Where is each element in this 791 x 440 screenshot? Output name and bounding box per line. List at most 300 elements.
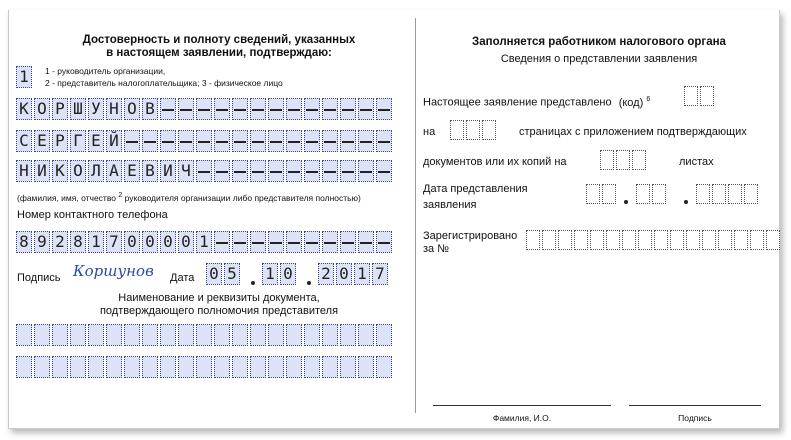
- cell-character: 8: [73, 232, 83, 251]
- input-cell[interactable]: [87, 356, 105, 378]
- input-cell[interactable]: [195, 98, 213, 120]
- cell-character: Е: [37, 131, 47, 150]
- cell-character: Й: [109, 131, 119, 150]
- input-cell[interactable]: [33, 356, 51, 378]
- cell-character: 0: [145, 232, 155, 251]
- fio-note-start: (фамилия, имя, отчество: [17, 192, 116, 203]
- cell-character: 9: [37, 232, 47, 251]
- input-cell[interactable]: [177, 324, 195, 346]
- input-cell[interactable]: [195, 160, 213, 182]
- code-text: (код): [618, 96, 644, 109]
- input-cell[interactable]: [743, 184, 759, 204]
- phone-cells[interactable]: [15, 231, 393, 253]
- input-cell[interactable]: [541, 230, 557, 250]
- input-cell[interactable]: [123, 356, 141, 378]
- input-cell[interactable]: [159, 231, 177, 253]
- empty-cell-dash: [306, 171, 318, 173]
- empty-cell-dash: [180, 141, 192, 143]
- input-cell[interactable]: [195, 130, 213, 152]
- input-cell[interactable]: [339, 324, 357, 346]
- submitted-text: Настоящее заявление представлено: [423, 96, 612, 109]
- input-cell[interactable]: [279, 263, 297, 285]
- cell-character: И: [163, 161, 173, 180]
- input-cell[interactable]: [339, 231, 357, 253]
- input-cell[interactable]: [695, 184, 711, 204]
- empty-cell-dash: [270, 171, 282, 173]
- input-cell[interactable]: [261, 263, 279, 285]
- input-cell[interactable]: [637, 230, 653, 250]
- input-cell[interactable]: [15, 231, 33, 253]
- input-cell[interactable]: [177, 356, 195, 378]
- submission-info-subheader: Сведения о представлении заявления: [500, 53, 698, 65]
- input-cell[interactable]: [573, 230, 589, 250]
- cell-character: Е: [91, 131, 101, 150]
- empty-cell-dash: [288, 242, 300, 244]
- footer-name-label: Фамилия, И.О.: [492, 413, 552, 423]
- input-cell[interactable]: [669, 230, 685, 250]
- empty-cell-dash: [234, 242, 246, 244]
- input-cell[interactable]: [15, 130, 33, 152]
- footer-signature-label: Подпись: [678, 413, 712, 423]
- cell-character: К: [19, 99, 29, 118]
- input-cell[interactable]: [317, 263, 335, 285]
- empty-cell-dash: [288, 171, 300, 173]
- input-cell[interactable]: [213, 356, 231, 378]
- document-cells-row2[interactable]: [15, 356, 393, 378]
- input-cell[interactable]: [339, 98, 357, 120]
- sheets-count-cells[interactable]: [599, 150, 647, 170]
- input-cell[interactable]: [195, 231, 213, 253]
- input-cell[interactable]: [285, 231, 303, 253]
- input-cell[interactable]: [701, 230, 717, 250]
- input-cell[interactable]: [267, 231, 285, 253]
- cell-character: 2: [55, 232, 65, 251]
- input-cell[interactable]: [685, 230, 701, 250]
- input-cell[interactable]: [159, 130, 177, 152]
- empty-cell-dash: [288, 109, 300, 111]
- input-cell[interactable]: [321, 98, 339, 120]
- input-cell[interactable]: [249, 130, 267, 152]
- input-cell[interactable]: [69, 356, 87, 378]
- cell-character: 0: [209, 264, 219, 283]
- input-cell[interactable]: [321, 130, 339, 152]
- cell-character: В: [145, 161, 155, 180]
- input-cell[interactable]: [375, 231, 393, 253]
- confirmation-header-line2: в настоящем заявлении, подтверждаю:: [106, 47, 332, 59]
- input-cell[interactable]: [303, 231, 321, 253]
- input-cell[interactable]: [105, 130, 123, 152]
- input-cell[interactable]: [631, 150, 647, 170]
- date-separator-dot: [307, 281, 311, 285]
- empty-cell-dash: [270, 109, 282, 111]
- input-cell[interactable]: [249, 324, 267, 346]
- input-cell[interactable]: [33, 130, 51, 152]
- input-cell[interactable]: [177, 231, 195, 253]
- input-cell[interactable]: [635, 184, 651, 204]
- cell-character: Н: [19, 161, 29, 180]
- empty-cell-dash: [234, 109, 246, 111]
- date-year-cells[interactable]: [317, 263, 389, 285]
- input-cell[interactable]: [195, 324, 213, 346]
- input-cell[interactable]: [285, 160, 303, 182]
- input-cell[interactable]: [177, 98, 195, 120]
- input-cell[interactable]: [605, 230, 621, 250]
- input-cell[interactable]: [357, 231, 375, 253]
- input-cell[interactable]: [267, 356, 285, 378]
- submission-code-cells[interactable]: [683, 86, 715, 106]
- signature-label: Подпись: [17, 272, 61, 284]
- input-cell[interactable]: [231, 160, 249, 182]
- input-cell[interactable]: [711, 184, 727, 204]
- input-cell[interactable]: [285, 356, 303, 378]
- empty-cell-dash: [324, 171, 336, 173]
- empty-cell-dash: [324, 109, 336, 111]
- input-cell[interactable]: [141, 356, 159, 378]
- cell-character: 2: [321, 264, 331, 283]
- input-cell[interactable]: [15, 324, 33, 346]
- document-label-line1: Наименование и реквизиты документа,: [118, 292, 320, 304]
- empty-cell-dash: [378, 141, 390, 143]
- input-cell[interactable]: [653, 230, 669, 250]
- empty-cell-dash: [216, 171, 228, 173]
- input-cell[interactable]: [51, 160, 69, 182]
- input-cell[interactable]: [599, 150, 615, 170]
- input-cell[interactable]: [303, 98, 321, 120]
- name-signature-line: [433, 405, 611, 406]
- empty-cell-dash: [360, 171, 372, 173]
- cell-character: И: [37, 161, 47, 180]
- registered-label-line1: Зарегистрировано: [423, 230, 518, 242]
- cell-character: 1: [265, 264, 275, 283]
- column-divider: [415, 18, 416, 413]
- date-month-cells[interactable]: [261, 263, 297, 285]
- input-cell[interactable]: [249, 231, 267, 253]
- input-cell[interactable]: [335, 263, 353, 285]
- input-cell[interactable]: [141, 231, 159, 253]
- registration-number-cells[interactable]: [525, 230, 781, 250]
- submission-date-label-line1: Дата представления: [423, 183, 528, 195]
- input-cell[interactable]: [15, 356, 33, 378]
- empty-cell-dash: [378, 242, 390, 244]
- signer-code-char: 1: [19, 67, 29, 86]
- input-cell[interactable]: [33, 324, 51, 346]
- input-cell[interactable]: [231, 231, 249, 253]
- cell-character: Ч: [181, 161, 191, 180]
- input-cell[interactable]: [375, 130, 393, 152]
- empty-cell-dash: [252, 171, 264, 173]
- cell-character: 1: [357, 264, 367, 283]
- empty-cell-dash: [342, 109, 354, 111]
- input-cell[interactable]: [213, 160, 231, 182]
- empty-cell-dash: [126, 141, 138, 143]
- empty-cell-dash: [198, 141, 210, 143]
- cell-character: Е: [127, 161, 137, 180]
- input-cell[interactable]: [339, 130, 357, 152]
- registered-label-line2: за №: [423, 243, 450, 255]
- input-cell[interactable]: [357, 130, 375, 152]
- input-cell[interactable]: [303, 324, 321, 346]
- input-cell[interactable]: [303, 356, 321, 378]
- phone-label: Номер контактного телефона: [17, 209, 168, 221]
- date-day-cells[interactable]: [205, 263, 241, 285]
- input-cell[interactable]: [231, 98, 249, 120]
- input-cell[interactable]: [223, 263, 241, 285]
- input-cell[interactable]: [105, 324, 123, 346]
- submission-day-cells[interactable]: [585, 184, 617, 204]
- input-cell[interactable]: [123, 130, 141, 152]
- input-cell[interactable]: [159, 160, 177, 182]
- empty-cell-dash: [216, 242, 228, 244]
- fio-note-end: руководителя организации либо представителя полностью): [124, 192, 361, 203]
- input-cell[interactable]: [321, 231, 339, 253]
- input-cell[interactable]: [159, 98, 177, 120]
- input-cell[interactable]: [33, 160, 51, 182]
- input-cell[interactable]: [339, 160, 357, 182]
- input-cell[interactable]: [87, 160, 105, 182]
- empty-cell-dash: [234, 141, 246, 143]
- input-cell[interactable]: [177, 130, 195, 152]
- empty-cell-dash: [180, 109, 192, 111]
- input-cell[interactable]: [69, 324, 87, 346]
- input-cell[interactable]: [141, 160, 159, 182]
- on-label: на: [423, 126, 436, 138]
- cell-character: Г: [73, 131, 83, 150]
- submission-date-label: [423, 183, 528, 212]
- cell-character: 7: [375, 264, 385, 283]
- patronymic-cells[interactable]: [15, 160, 393, 182]
- empty-cell-dash: [342, 242, 354, 244]
- input-cell[interactable]: [601, 184, 617, 204]
- input-cell[interactable]: [213, 231, 231, 253]
- cell-character: 5: [227, 264, 237, 283]
- cell-character: О: [37, 99, 47, 118]
- submission-date-label-line2: заявления: [423, 199, 477, 211]
- confirmation-header-line1: Достоверность и полноту сведений, указанных: [82, 34, 356, 46]
- input-cell[interactable]: [589, 230, 605, 250]
- document-label-line2: подтверждающего полномочия представителя: [99, 305, 339, 317]
- empty-cell-dash: [342, 141, 354, 143]
- input-cell[interactable]: [213, 98, 231, 120]
- input-cell[interactable]: [15, 160, 33, 182]
- cell-character: Ш: [73, 99, 83, 118]
- input-cell[interactable]: [357, 356, 375, 378]
- input-cell[interactable]: [375, 160, 393, 182]
- input-cell[interactable]: [371, 263, 389, 285]
- date-separator-dot: [684, 200, 688, 204]
- input-cell[interactable]: [357, 98, 375, 120]
- date-separator-dot: [624, 200, 628, 204]
- input-cell[interactable]: [15, 98, 33, 120]
- input-cell[interactable]: [717, 230, 733, 250]
- tax-office-header: Заполняется работником налогового органа: [472, 36, 726, 48]
- input-cell[interactable]: [87, 231, 105, 253]
- cell-character: 8: [19, 232, 29, 251]
- input-cell[interactable]: [105, 98, 123, 120]
- empty-cell-dash: [360, 242, 372, 244]
- input-cell[interactable]: [123, 160, 141, 182]
- empty-cell-dash: [162, 109, 174, 111]
- input-cell[interactable]: [449, 120, 465, 140]
- empty-cell-dash: [288, 141, 300, 143]
- input-cell[interactable]: [33, 231, 51, 253]
- handwritten-signature: Коршунов: [73, 262, 154, 280]
- input-cell[interactable]: [699, 86, 715, 106]
- date-label: Дата: [170, 272, 195, 284]
- input-cell[interactable]: [69, 160, 87, 182]
- input-cell[interactable]: [727, 184, 743, 204]
- pages-count-cells[interactable]: [449, 120, 497, 140]
- input-cell[interactable]: [213, 130, 231, 152]
- cell-character: 0: [127, 232, 137, 251]
- input-cell[interactable]: [231, 356, 249, 378]
- empty-cell-dash: [270, 141, 282, 143]
- input-cell[interactable]: [733, 230, 749, 250]
- input-cell[interactable]: [231, 324, 249, 346]
- input-cell[interactable]: [213, 324, 231, 346]
- input-cell[interactable]: [69, 130, 87, 152]
- input-cell[interactable]: [205, 263, 223, 285]
- input-cell[interactable]: [51, 231, 69, 253]
- input-cell[interactable]: [525, 230, 541, 250]
- cell-character: О: [73, 161, 83, 180]
- input-cell[interactable]: [357, 160, 375, 182]
- input-cell[interactable]: [87, 98, 105, 120]
- input-cell[interactable]: [267, 130, 285, 152]
- empty-cell-dash: [198, 109, 210, 111]
- documents-label: документов или их копий на: [423, 156, 567, 168]
- input-cell[interactable]: [321, 356, 339, 378]
- input-cell[interactable]: [621, 230, 637, 250]
- submitted-label: [423, 93, 650, 110]
- signer-code-cell[interactable]: [15, 66, 33, 88]
- input-cell[interactable]: [353, 263, 371, 285]
- cell-character: 0: [181, 232, 191, 251]
- input-cell[interactable]: [321, 324, 339, 346]
- input-cell[interactable]: [375, 98, 393, 120]
- submission-month-cells[interactable]: [635, 184, 667, 204]
- empty-cell-dash: [378, 171, 390, 173]
- fio-note: [17, 191, 413, 203]
- empty-cell-dash: [360, 141, 372, 143]
- cell-character: 1: [91, 232, 101, 251]
- submission-year-cells[interactable]: [695, 184, 759, 204]
- empty-cell-dash: [162, 141, 174, 143]
- input-cell[interactable]: [141, 324, 159, 346]
- input-cell[interactable]: [465, 120, 481, 140]
- registered-label: [423, 230, 517, 256]
- signer-option-2: 2 - представитель налогоплательщика; 3 - физическое лицо: [45, 78, 283, 88]
- cell-character: 0: [283, 264, 293, 283]
- input-cell[interactable]: [615, 150, 631, 170]
- input-cell[interactable]: [267, 160, 285, 182]
- input-cell[interactable]: [123, 98, 141, 120]
- sheets-label: листах: [679, 156, 714, 168]
- document-label: [39, 292, 399, 318]
- input-cell[interactable]: [339, 356, 357, 378]
- date-separator-dot: [251, 281, 255, 285]
- input-cell[interactable]: [51, 324, 69, 346]
- input-cell[interactable]: [249, 160, 267, 182]
- empty-cell-dash: [252, 242, 264, 244]
- input-cell[interactable]: [285, 130, 303, 152]
- input-cell[interactable]: [267, 324, 285, 346]
- input-cell[interactable]: [651, 184, 667, 204]
- empty-cell-dash: [324, 242, 336, 244]
- input-cell[interactable]: [51, 356, 69, 378]
- empty-cell-dash: [342, 171, 354, 173]
- empty-cell-dash: [252, 109, 264, 111]
- input-cell[interactable]: [285, 324, 303, 346]
- input-cell[interactable]: [321, 160, 339, 182]
- input-cell[interactable]: [105, 356, 123, 378]
- document-cells-row1[interactable]: [15, 324, 393, 346]
- empty-cell-dash: [306, 242, 318, 244]
- input-cell[interactable]: [249, 98, 267, 120]
- empty-cell-dash: [252, 141, 264, 143]
- input-cell[interactable]: [33, 98, 51, 120]
- input-cell[interactable]: [585, 184, 601, 204]
- empty-cell-dash: [324, 141, 336, 143]
- cell-character: В: [145, 99, 155, 118]
- input-cell[interactable]: [285, 98, 303, 120]
- input-cell[interactable]: [105, 160, 123, 182]
- name-cells[interactable]: [15, 130, 393, 152]
- signature-line: [629, 405, 761, 406]
- cell-character: О: [127, 99, 137, 118]
- input-cell[interactable]: [123, 324, 141, 346]
- cell-character: 1: [199, 232, 209, 251]
- input-cell[interactable]: [765, 230, 781, 250]
- input-cell[interactable]: [557, 230, 573, 250]
- input-cell[interactable]: [123, 231, 141, 253]
- input-cell[interactable]: [177, 160, 195, 182]
- fio-note-footnote: 2: [118, 192, 123, 199]
- input-cell[interactable]: [159, 324, 177, 346]
- input-cell[interactable]: [141, 130, 159, 152]
- input-cell[interactable]: [357, 324, 375, 346]
- input-cell[interactable]: [231, 130, 249, 152]
- input-cell[interactable]: [481, 120, 497, 140]
- input-cell[interactable]: [87, 130, 105, 152]
- input-cell[interactable]: [303, 130, 321, 152]
- input-cell[interactable]: [159, 356, 177, 378]
- input-cell[interactable]: [87, 324, 105, 346]
- surname-cells[interactable]: [15, 98, 393, 120]
- input-cell[interactable]: [375, 324, 393, 346]
- input-cell[interactable]: [51, 130, 69, 152]
- cell-character: 0: [163, 232, 173, 251]
- input-cell[interactable]: [141, 98, 159, 120]
- input-cell[interactable]: [195, 356, 213, 378]
- input-cell[interactable]: [303, 160, 321, 182]
- cell-character: 0: [339, 264, 349, 283]
- input-cell[interactable]: [749, 230, 765, 250]
- input-cell[interactable]: [375, 356, 393, 378]
- input-cell[interactable]: [69, 98, 87, 120]
- input-cell[interactable]: [105, 231, 123, 253]
- input-cell[interactable]: [267, 98, 285, 120]
- input-cell[interactable]: [69, 231, 87, 253]
- cell-character: Р: [55, 99, 65, 118]
- input-cell[interactable]: [249, 356, 267, 378]
- input-cell[interactable]: [683, 86, 699, 106]
- empty-cell-dash: [144, 141, 156, 143]
- empty-cell-dash: [216, 109, 228, 111]
- cell-character: А: [109, 161, 119, 180]
- application-form-sheet: [8, 10, 780, 429]
- confirmation-header: [39, 34, 399, 60]
- input-cell[interactable]: [51, 98, 69, 120]
